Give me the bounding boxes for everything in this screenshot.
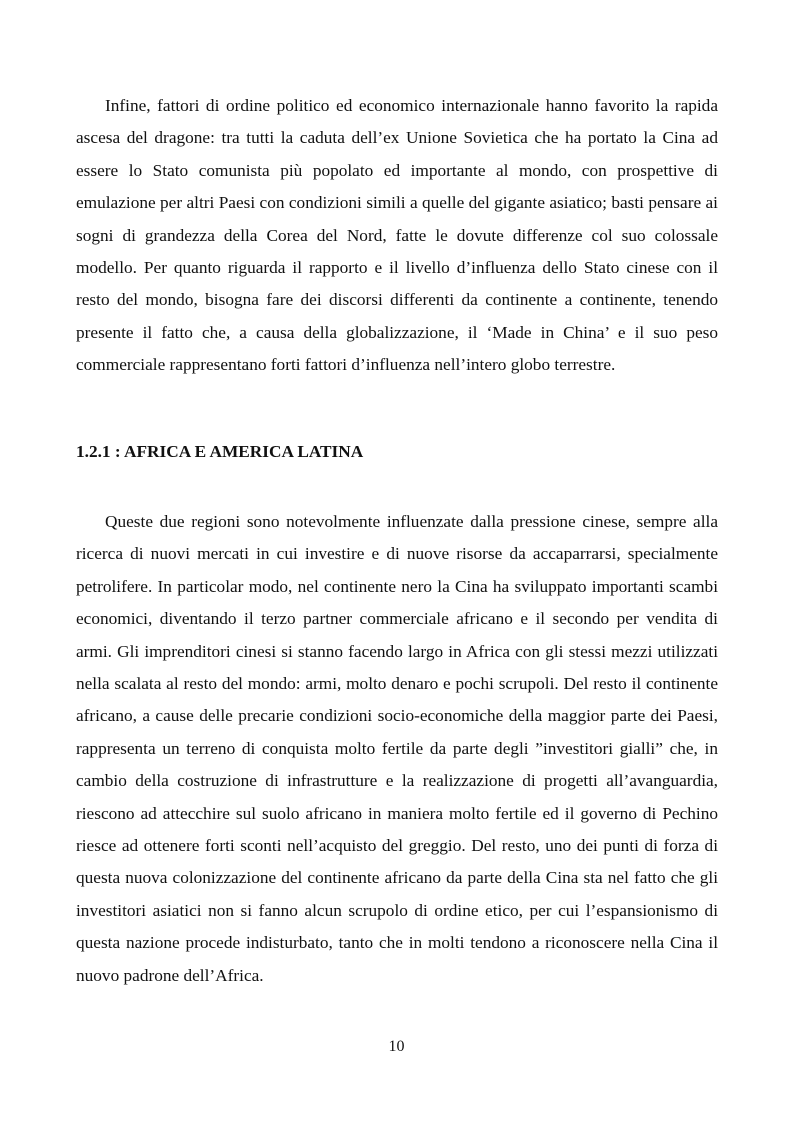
paragraph-africa bbox=[76, 506, 718, 992]
paragraph-text: Queste due regioni sono notevolmente influenzate dalla pressione cinese, sempre alla ricerca di nuovi mercati in cui investire e di nuove risorse da accaparrarsi, specialmente petrolifere. In particolar modo, nel continente nero la Cina ha sviluppato importanti scambi economici, diventando il terzo partner commerciale africano e il secondo per vendita di armi. Gli imprenditori cinesi si stanno facendo largo in Africa con gli stessi mezzi utilizzati nella scalata al resto del mondo: armi, molto denaro e pochi scrupoli. Del resto il continente africano, a cause delle precarie condizioni socio-economiche della maggior parte dei Paesi, rappresenta un terreno di conquista molto fertile da parte degli ”investitori gialli” che, in cambio della costruzione di infrastrutture e la realizzazione di progetti all’avanguardia, riescono ad attecchire sul suolo africano in maniera molto fertile ed il governo di Pechino riesce ad ottenere forti sconti nell’acquisto del greggio. Del resto, uno dei punti di forza di questa nuova colonizzazione del continente africano da parte della Cina sta nel fatto che gli investitori asiatici non si fanno alcun scrupolo di ordine etico, per cui l’espansionismo di questa nazione procede indisturbato, tanto che in molti tendono a riconoscere nella Cina il nuovo padrone dell’Africa. bbox=[76, 512, 718, 985]
page-number: 10 bbox=[388, 1038, 405, 1055]
section-heading: 1.2.1 : AFRICA E AMERICA LATINA bbox=[76, 442, 364, 461]
paragraph-text: Infine, fattori di ordine politico ed economico internazionale hanno favorito la rapida ascesa del dragone: tra tutti la caduta dell’ex Unione Sovietica che ha portato la Cina ad essere lo Stato comunista più popolato ed importante al mondo, con prospettive di emulazione per altri Paesi con condizioni simili a quelle del gigante asiatico; basti pensare ai sogni di grandezza della Corea del Nord, fatte le dovute differenze col suo colossale modello. Per quanto riguarda il rapporto e il livello d’influenza dello Stato cinese con il resto del mondo, bisogna fare dei discorsi differenti da continente a continente, tenendo presente il fatto che, a causa della globalizzazione, il ‘Made in China’ e il suo peso commerciale rappresentano forti fattori d’influenza nell’intero globo terrestre. bbox=[76, 96, 718, 375]
paragraph-intro bbox=[76, 90, 718, 382]
